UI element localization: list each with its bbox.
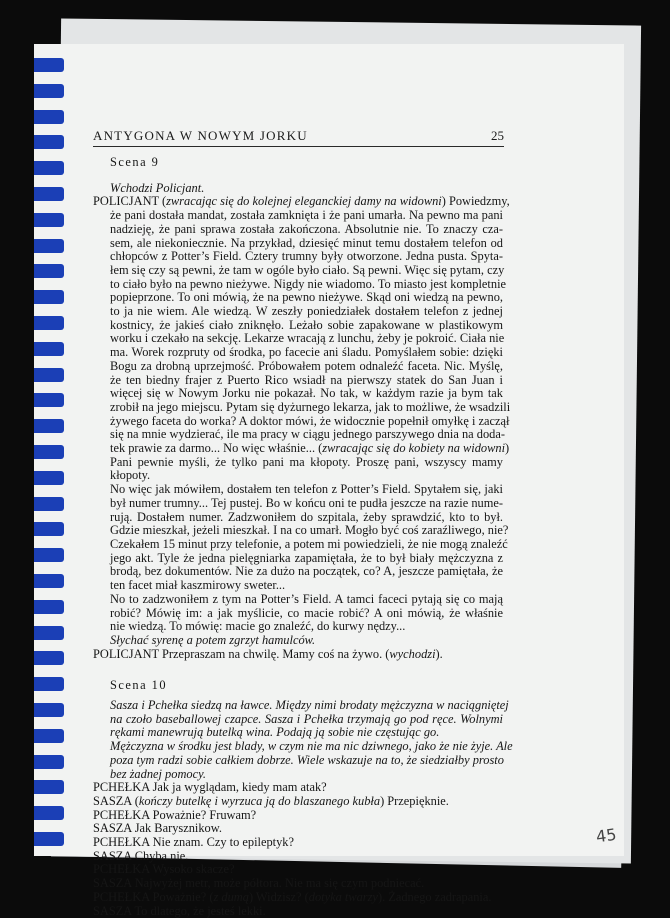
line-text: zrobił na jego miejscu. Pytam się dyżurnego lekarza, jak to możliwe, że wsadzili [110,399,511,414]
dialogue-line [93,822,503,836]
stage-direction-line: rękami manewrują butelką wina. Podają ją sobie nie częstując go. [110,725,440,740]
text-line [110,511,503,525]
text-line [110,237,503,251]
binding-ring [34,806,64,820]
binding-ring [34,626,64,640]
stage-direction-line: Mężczyzna w środku jest blady, w czym nie ma nic dziwnego, jako że nie żyje. Ale [110,739,513,754]
stage-direction-line: Sasza i Pchełka siedzą na ławce. Między nimi brodaty mężczyzna w naciągniętej [110,698,509,713]
line-direction: kończy butelkę i wyrzuca ją do blaszanego kubła [138,793,381,808]
binding-ring [34,135,64,149]
text-line [110,387,503,401]
scene-10-heading: Scena 10 [110,678,168,693]
binding-ring [34,264,64,278]
text-line [110,223,503,237]
line-text: No to zadzwoniłem z tym na Potter’s Field. A tamci faceci pytają się co mają [110,591,503,606]
binding-ring [34,58,64,72]
line-text: Jak Barysznikow. [134,821,222,836]
text-line [110,305,503,319]
dialogue-line [93,850,503,864]
binding-ring [34,471,64,485]
line-text: ma. Worek rozpruty od środka, po facecie ani śladu. Pomyślałem sobie: dzięki [110,345,503,360]
line-text: ) [505,441,510,456]
line-direction: zwracając się do kolejnej eleganckiej damy na widowni [166,194,442,209]
text-line [110,523,509,538]
speaker: PCHEŁKA [93,835,150,850]
stage-direction-line: poza tym radzi sobie całkiem dobrze. Wiele wskazuje na to, że siedziałby prosto [110,752,504,767]
line-text: robić? Mówię im: a jak myślicie, co macie robić? A oni mówią, że właśnie [110,605,503,620]
speaker: SASZA [93,903,132,918]
line-text: To dlatego, że jesteś lekki. [134,903,266,918]
speaker: SASZA [93,876,132,891]
text-line [110,593,503,607]
binding-ring [34,497,64,511]
binding-ring [34,110,64,124]
binding-ring [34,419,64,433]
page-number: 25 [491,128,504,143]
binding-ring [34,187,64,201]
line-text: tek prawie za darmo... No więc właśnie... ( [110,441,323,456]
binding-ring [34,548,64,562]
line-text: Gdzie mieszkał, jeżeli mieszkał. I na co umarł. Mogło być coś zaraźliwego, nie? [110,523,509,538]
text-line [110,291,503,305]
speaker: SASZA [93,793,132,808]
scene-9-heading: Scena 9 [110,155,160,169]
text-line [110,469,503,483]
line-text: Poważnie? Fruwam? [152,807,257,822]
dialogue-line [93,795,503,809]
line-text: łem się czy są pewni, że tam w ogóle było ciało. Są pewni. Więc się pytam, czy [110,262,505,277]
line-text: Wysoko skacze? [152,862,235,877]
line-text: kłopoty. [110,468,151,483]
line-text: kostnicy, że jakieś ciało zniknęło. Leżało sobie zapakowane w plastikowym [110,317,503,332]
binding-ring [34,342,64,356]
line-text: chłopców z Potter’s Field. Cztery trumny były otworzone. Jedna pusta. Spyta- [110,249,503,264]
handwritten-page-number: 45 [594,824,618,847]
text-line [110,579,503,593]
policjant-monologue-cont [93,482,509,634]
text-line [110,276,507,292]
text-line [110,456,503,470]
line-direction: dotyka twarzy [308,889,378,904]
line-text: ). [435,646,443,661]
line-text: ) Powiedzmy, [441,194,510,209]
spiral-binding [34,50,64,850]
line-text: ) Przepięknie. [380,793,449,808]
binding-ring [34,755,64,769]
line-text: Najwyżej metr, może półtora. Nie ma się czym podniecać. [134,876,425,891]
binding-ring [34,729,64,743]
speaker: SASZA [93,821,132,836]
line-text: popieprzone. To oni mówią, że na pewno nieżywe. Skąd oni wiedzą na pewno, [110,290,503,305]
line-direction: z dumą [213,889,249,904]
binding-ring [34,677,64,691]
line-text: żywego faceta do worka? A doktor mówi, że widocznie popełnił omyłkę i zaczął [110,413,510,428]
line-text: nie wiedzą. To mówię: macie go znaleźć, do kurwy nędzy... [110,619,406,634]
text-line [110,264,503,278]
dialogue-line [93,905,503,918]
header-rule [93,146,504,147]
binding-ring [34,368,64,382]
line-text: się na mnie wydzierać, ile ma pracy w ciągu jednego parszywego dnia na doda- [110,427,505,442]
binding-ring [34,574,64,588]
line-text: Pani pewnie myśli, że tylko pani ma kłopoty. Proszę pani, wszyscy mamy [110,454,503,469]
binding-ring [34,290,64,304]
scene-10-direction [93,698,513,781]
text-line [110,360,503,374]
text-line [110,209,503,223]
line-text: że ten biedny frajer z Puerto Rico wsiadł na pierwszy statek do San Juan i [110,372,503,387]
binding-ring [34,445,64,459]
line-text: więcej się w Nowym Jorku nie pokazał. No tak, w każdym razie ja bym tak [110,386,503,401]
line-text: Przepraszam na chwilę. Mamy coś na żywo. ( [161,646,390,661]
text-line [110,374,503,388]
line-text: Poważnie? ( [152,889,214,904]
text-line [110,250,503,264]
dialogue-line [93,877,503,891]
binding-ring [34,239,64,253]
line-text: że pani dostała mandat, została zamknięta i że pani umarła. Na pewno ma pani [110,208,503,223]
binding-ring [34,832,64,846]
binding-ring [34,84,64,98]
stage-direction-line: na czoło baseballowej czapce. Sasza i Pchełka trzymają go pod ręce. Wolnymi [110,711,503,726]
line-text: to ja nie wiem. Ale wiedzą. W zeszły poniedziałek dostałem telefon z jednej [110,304,503,319]
line-text: ) Widzisz? ( [248,889,309,904]
header-title: ANTYGONA W NOWYM JORKU [93,128,308,143]
binding-ring [34,703,64,717]
dialogue-line [93,648,503,662]
text-line [110,413,510,429]
speaker: PCHEŁKA [93,780,150,795]
text-line [110,319,503,333]
binding-ring [34,600,64,614]
binding-ring [34,780,64,794]
binding-ring [34,393,64,407]
line-text: No więc jak mówiłem, dostałem ten telefon z Potter’s Field. Spytałem się, jaki [110,482,503,497]
text-line [110,620,503,634]
dialogue-line [93,836,503,850]
binding-ring [34,522,64,536]
text-line [110,607,503,621]
speaker: PCHEŁKA [93,807,150,822]
dialogue-line [93,863,503,877]
binding-ring [34,651,64,665]
line-text: Jak ja wyglądam, kiedy mam atak? [152,780,327,795]
line-text: był numer trumny... Tej pustej. Bo w końcu oni te pudła jeszcze na razie numе- [110,495,503,510]
stage-direction-line: bez żadnej pomocy. [110,766,207,781]
line-direction: wychodzi [389,646,436,661]
text-line [110,497,503,511]
running-header [93,128,504,146]
text-line [110,399,511,415]
speaker: POLICJANT [93,646,159,661]
text-line [110,441,510,456]
text-body [93,155,513,918]
binding-ring [34,316,64,330]
speaker: PCHEŁKA [93,862,150,877]
binding-ring [34,161,64,175]
line-text: brodą, bez dokumentów. Nie za dużo na początek, co? A, jeszcze pamiętała, że [110,564,503,579]
line-text: ten facet miał kaszmirowy sweter... [110,578,286,593]
text-line [110,428,503,442]
line-text: Chyba nie. [134,848,189,863]
stage-direction: Słychać syrenę a potem zgrzyt hamulców. [110,632,316,647]
policjant-monologue [93,194,511,483]
text-line [110,552,503,566]
speaker: PCHEŁKA [93,889,150,904]
line-direction: zwracając się do kobiety na widowni [322,441,506,456]
text-line [110,536,508,552]
text-line [110,332,503,346]
line-text: sem, ale niekoniecznie. Na przykład, dziesięć minut temu dostałem telefon od [110,235,503,250]
line-text: worku i czekało na sekcję. Lekarze wracają z lunchu, żeby je pokroić. Ciała nie [110,331,505,346]
line-text: jego akt. Tyle że jedna pielęgniarka zapamiętała, że to był biały mężczyzna z [110,550,503,565]
line-text: Nie znam. Czy to epileptyk? [152,835,294,850]
dialogue-line [93,781,503,795]
text-line [110,346,503,360]
line-text: Czekałem 15 minut przy telefonie, a potem mi powiedzieli, że nie mogą znaleźć [110,536,508,551]
line-text: Bogu za drobną uprzejmość. Próbowałem potem odnaleźć faceta. Nic. Myślę, [110,358,503,373]
line-text: ). Żadnego zadrapania. [377,889,492,904]
speaker: SASZA [93,848,132,863]
line-text: POLICJANT ( [93,194,167,209]
text-line [110,483,503,497]
line-text: rują. Dostałem numer. Zadzwoniłem do szpitala, żeby sprawdzić, kto to był. [110,509,503,524]
line-text: to ciało było na pewno nieżywe. Nigdy nie wiadomo. To miasto jest kompletnie [110,276,507,291]
binding-ring [34,213,64,227]
line-text: nadzieję, że pani sprawa została zakończona. Absolutnie nie. To znaczy cza- [110,221,503,236]
line-text: ( [134,793,139,808]
dialogue-line [93,891,503,905]
text-line [110,565,503,579]
dialogue-line [93,809,503,823]
stage-direction: Wchodzi Policjant. [110,180,205,195]
text-line [93,194,510,209]
scene-10-dialogue [93,781,503,918]
